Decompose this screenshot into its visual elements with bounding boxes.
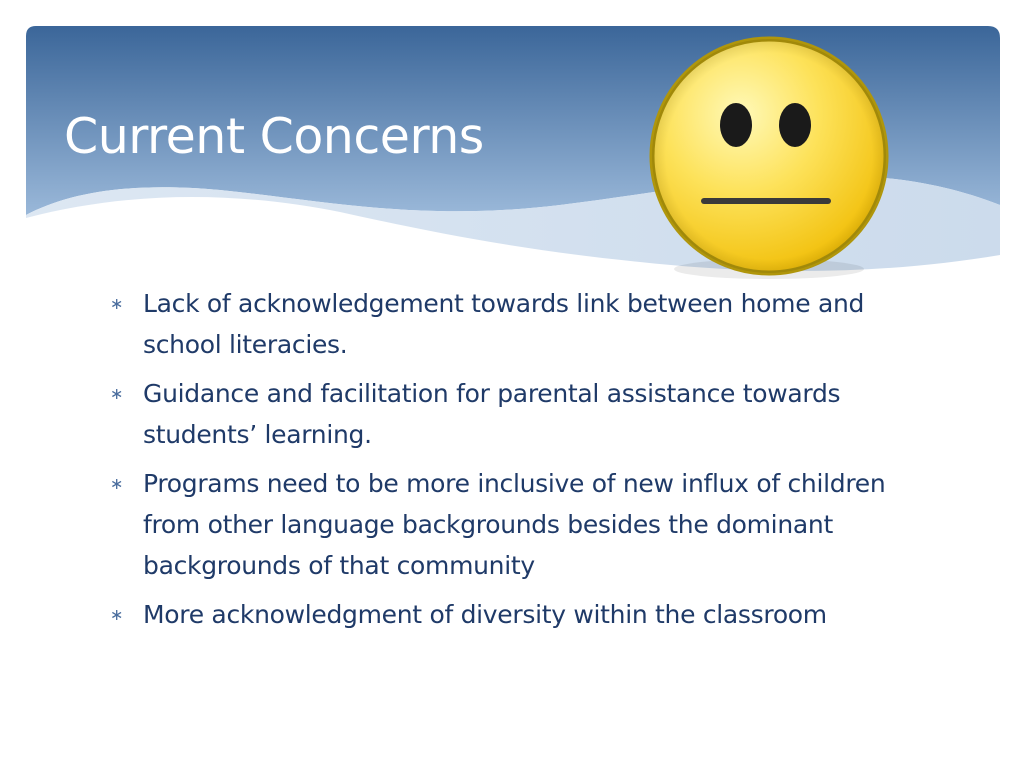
neutral-face-icon (641, 33, 897, 289)
bullet-marker: ∗ (110, 294, 124, 313)
right-eye (779, 103, 811, 147)
bullet-text: Lack of acknowledgement towards link between home and school literacies. (143, 289, 865, 359)
bullet-text: More acknowledgment of diversity within the classroom (143, 600, 827, 629)
bullet-marker: ∗ (110, 605, 124, 624)
slide-title: Current Concerns (64, 108, 484, 165)
bullet-item (110, 594, 910, 635)
bullet-text: Guidance and facilitation for parental assistance towards students’ learning. (143, 379, 841, 449)
bullet-marker: ∗ (110, 384, 124, 403)
bullet-item (110, 463, 910, 586)
bullet-list (110, 283, 910, 643)
left-eye (720, 103, 752, 147)
bullet-marker: ∗ (110, 474, 124, 493)
bullet-item (110, 373, 910, 455)
mouth (701, 198, 831, 204)
bullet-text: Programs need to be more inclusive of new influx of children from other language backgrounds besides the dominant backgrounds of that community (143, 469, 886, 580)
bullet-item (110, 283, 910, 365)
